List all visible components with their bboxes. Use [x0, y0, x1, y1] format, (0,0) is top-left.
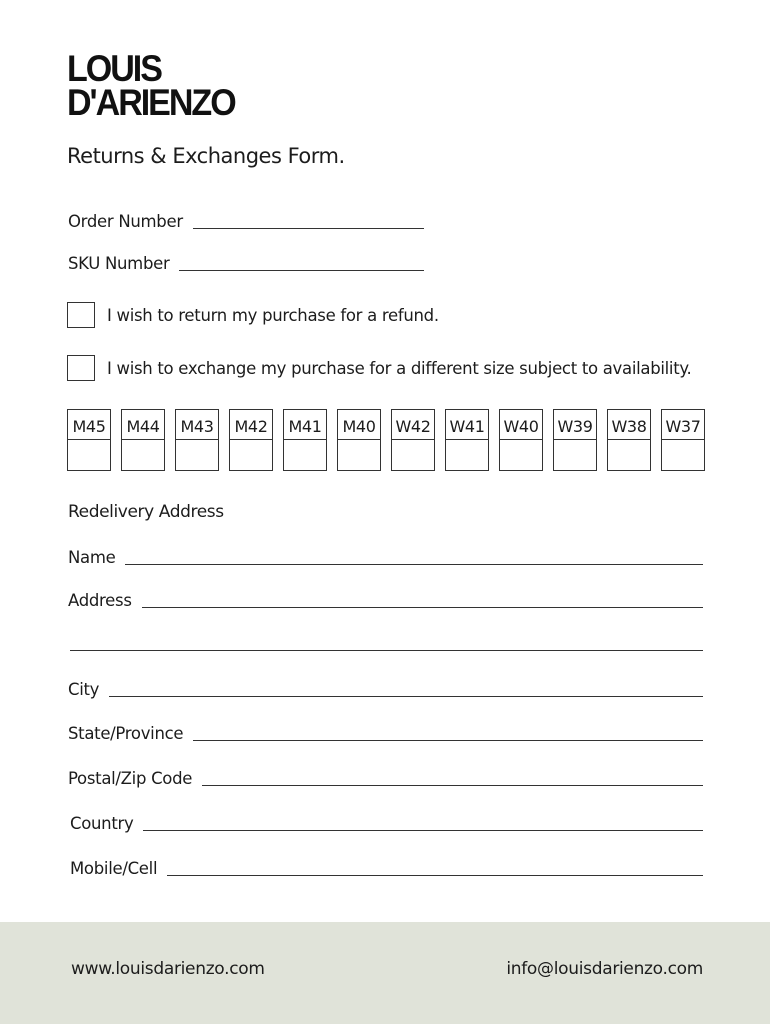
size-label: W41: [445, 409, 489, 440]
size-label: W38: [607, 409, 651, 440]
mobile-input[interactable]: [167, 862, 703, 876]
size-checkbox[interactable]: [229, 440, 273, 471]
refund-checkbox[interactable]: [67, 302, 95, 328]
size-label: W40: [499, 409, 543, 440]
city-label: City: [68, 680, 100, 699]
name-input[interactable]: [125, 551, 703, 565]
size-label: W42: [391, 409, 435, 440]
size-option: [121, 409, 165, 471]
size-label: M43: [175, 409, 219, 440]
mobile-label: Mobile/Cell: [70, 859, 158, 878]
size-checkbox[interactable]: [283, 440, 327, 471]
size-checkbox[interactable]: [67, 440, 111, 471]
state-input[interactable]: [193, 727, 703, 741]
state-label: State/Province: [68, 724, 184, 743]
exchange-label: I wish to exchange my purchase for a different size subject to availability.: [107, 358, 692, 378]
size-label: M42: [229, 409, 273, 440]
size-label: M41: [283, 409, 327, 440]
sku-number-label: SKU Number: [68, 254, 170, 273]
size-checkbox[interactable]: [607, 440, 651, 471]
city-input[interactable]: [109, 683, 703, 697]
size-option: [445, 409, 489, 471]
size-checkbox[interactable]: [499, 440, 543, 471]
city-field: [68, 680, 703, 700]
size-checkbox[interactable]: [391, 440, 435, 471]
name-field: [68, 548, 703, 568]
size-option: [67, 409, 111, 471]
size-label: W39: [553, 409, 597, 440]
postal-field: [68, 769, 703, 789]
order-number-label: Order Number: [68, 212, 183, 231]
sku-number-field: [68, 254, 424, 274]
size-label: W37: [661, 409, 705, 440]
brand-logo-line2: D'ARIENZO: [67, 82, 235, 123]
size-checkbox[interactable]: [553, 440, 597, 471]
sku-number-input[interactable]: [179, 257, 424, 271]
brand-logo: [67, 48, 235, 123]
size-option: [661, 409, 705, 471]
refund-option: [67, 302, 439, 328]
size-checkbox[interactable]: [445, 440, 489, 471]
size-option: [607, 409, 651, 471]
exchange-checkbox[interactable]: [67, 355, 95, 381]
name-label: Name: [68, 548, 116, 567]
redelivery-heading: Redelivery Address: [68, 502, 224, 522]
size-label: M45: [67, 409, 111, 440]
country-input[interactable]: [143, 817, 703, 831]
size-grid: [67, 409, 705, 471]
country-label: Country: [70, 814, 134, 833]
size-checkbox[interactable]: [337, 440, 381, 471]
brand-logo-line1: LOUIS: [67, 48, 161, 89]
address-input[interactable]: [142, 594, 703, 608]
size-option: [499, 409, 543, 471]
size-option: [391, 409, 435, 471]
postal-label: Postal/Zip Code: [68, 769, 193, 788]
form-title: Returns & Exchanges Form.: [67, 144, 345, 168]
address-field: [68, 591, 703, 611]
size-option: [337, 409, 381, 471]
size-option: [229, 409, 273, 471]
exchange-option: [67, 355, 691, 381]
order-number-field: [68, 212, 424, 232]
refund-label: I wish to return my purchase for a refund.: [107, 305, 439, 325]
size-checkbox[interactable]: [175, 440, 219, 471]
email-link[interactable]: info@louisdarienzo.com: [506, 959, 703, 979]
size-option: [283, 409, 327, 471]
size-label: M40: [337, 409, 381, 440]
address-label: Address: [68, 591, 132, 610]
size-checkbox[interactable]: [121, 440, 165, 471]
size-option: [175, 409, 219, 471]
address-line-2[interactable]: [70, 650, 703, 651]
size-label: M44: [121, 409, 165, 440]
size-option: [553, 409, 597, 471]
footer: [0, 922, 770, 1024]
country-field: [70, 814, 703, 834]
website-link[interactable]: www.louisdarienzo.com: [71, 959, 265, 979]
postal-input[interactable]: [202, 772, 703, 786]
size-checkbox[interactable]: [661, 440, 705, 471]
order-number-input[interactable]: [193, 215, 424, 229]
mobile-field: [70, 859, 703, 879]
state-field: [68, 724, 703, 744]
